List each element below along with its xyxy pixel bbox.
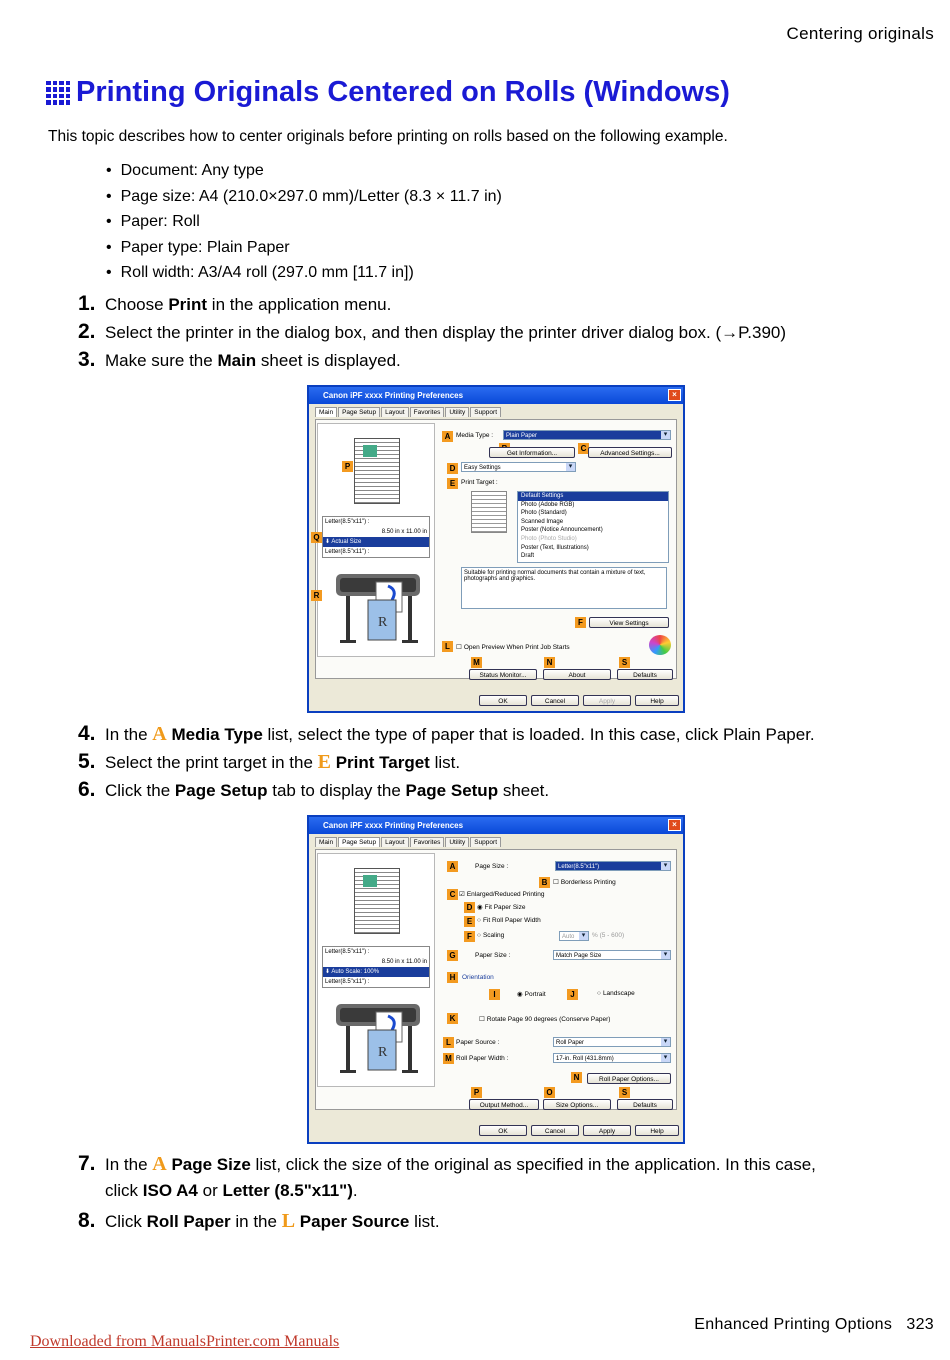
callout-q: Q <box>311 532 322 543</box>
tab-utility[interactable]: Utility <box>445 407 469 417</box>
step-text: list. <box>409 1212 440 1231</box>
callout-g: G <box>447 950 458 961</box>
page-title <box>46 76 730 109</box>
target-thumbnail <box>471 491 507 533</box>
list-item[interactable]: Draft <box>521 553 535 560</box>
paper-size-select[interactable]: Match Page Size ▾ <box>553 950 671 960</box>
callout-o: O <box>544 1087 555 1098</box>
callout-d: D <box>464 902 475 913</box>
roll-paper-options-button[interactable]: Roll Paper Options... <box>587 1073 671 1084</box>
callout-c: C <box>447 889 458 900</box>
ok-button[interactable]: OK <box>479 1125 527 1136</box>
paper-source-label: Paper Source : <box>456 1039 500 1046</box>
running-header: Centering originals <box>786 24 934 43</box>
defaults-button[interactable]: Defaults <box>617 1099 673 1110</box>
step-text: Click <box>105 1212 147 1231</box>
step-1 <box>78 292 391 316</box>
step-text: or <box>197 1181 223 1200</box>
list-item: Photo (Photo Studio) <box>521 535 577 542</box>
step-bold: Page Setup <box>174 781 268 800</box>
dialog-title: Canon iPF xxxx Printing Preferences <box>323 821 464 830</box>
portrait-radio[interactable]: ◉ Portrait <box>517 990 546 998</box>
callout-a: A <box>447 861 458 872</box>
preview-pane <box>317 423 435 657</box>
list-item: • Roll width: A3/A4 roll (297.0 mm [11.7 in]) <box>106 260 502 286</box>
tab-main[interactable]: Main <box>315 407 337 417</box>
example-list <box>106 158 502 286</box>
callout-i: I <box>489 989 500 1000</box>
step-bold: Page Setup <box>405 781 499 800</box>
step-bold: ISO A4 <box>142 1181 198 1200</box>
step-bold: Paper Source <box>299 1212 410 1231</box>
close-icon[interactable]: × <box>668 389 681 401</box>
callout-e: E <box>447 478 458 489</box>
callout-r: R <box>311 590 322 601</box>
step-text: in the application menu. <box>207 295 392 314</box>
tab-support[interactable]: Support <box>470 407 501 417</box>
ok-button[interactable]: OK <box>479 695 527 706</box>
dialog-title-bar <box>309 817 683 834</box>
size-row: Letter(8.5"x11") : <box>325 549 370 555</box>
tab-support[interactable]: Support <box>470 837 501 847</box>
tab-page-setup[interactable]: Page Setup <box>338 837 380 847</box>
step-7-continuation <box>105 1181 358 1201</box>
callout-f: F <box>575 617 586 628</box>
step-3 <box>78 348 401 372</box>
arrow-down-icon: ⬇ <box>325 539 332 545</box>
landscape-radio[interactable]: ○ Landscape <box>597 990 635 997</box>
dialog-title: Canon iPF xxxx Printing Preferences <box>323 391 464 400</box>
list-item: • Paper type: Plain Paper <box>106 235 502 261</box>
size-options-button[interactable]: Size Options... <box>543 1099 611 1110</box>
size-row-selected <box>323 537 429 547</box>
page-size-select[interactable]: Letter(8.5"x11") ▾ <box>555 861 671 871</box>
callout-letter: A <box>152 723 167 745</box>
page-size-label: Page Size : <box>475 863 509 870</box>
step-4 <box>78 722 815 746</box>
callout-l: L <box>443 1037 454 1048</box>
orientation-group: Orientation <box>462 974 494 981</box>
step-text: Make sure the <box>105 351 218 370</box>
apply-button: Apply <box>583 695 631 706</box>
help-button[interactable]: Help <box>635 1125 679 1136</box>
easy-settings-select[interactable]: Easy Settings ▾ <box>461 462 576 472</box>
arrow-down-icon: ⬇ <box>325 969 332 975</box>
get-information-button[interactable]: Get Information... <box>489 447 575 458</box>
tab-main[interactable]: Main <box>315 837 337 847</box>
rotate-page-checkbox[interactable]: ☐ Rotate Page 90 degrees (Conserve Paper) <box>479 1015 610 1023</box>
fit-roll-width-radio[interactable]: ○ Fit Roll Paper Width <box>477 917 541 924</box>
view-settings-button[interactable]: View Settings <box>589 617 669 628</box>
step-number: 6. <box>78 778 96 801</box>
preview-pane <box>317 853 435 1087</box>
list-item[interactable]: Default Settings <box>518 492 668 501</box>
list-item[interactable]: Poster (Notice Announcement) <box>521 527 603 534</box>
step-8 <box>78 1209 440 1233</box>
scaling-radio[interactable]: ○ Scaling <box>477 932 504 939</box>
tab-favorites[interactable]: Favorites <box>410 837 445 847</box>
step-number: 2. <box>78 320 96 343</box>
step-number: 1. <box>78 292 96 315</box>
step-number: 5. <box>78 750 96 773</box>
step-number: 4. <box>78 722 96 745</box>
cancel-button[interactable]: Cancel <box>531 1125 579 1136</box>
printer-image <box>328 564 428 646</box>
step-number: 8. <box>78 1209 96 1232</box>
size-info <box>322 946 430 988</box>
fit-paper-size-radio[interactable]: ◉ Fit Paper Size <box>477 903 526 911</box>
callout-h: H <box>447 972 458 983</box>
callout-letter: E <box>317 751 331 773</box>
step-bold: Letter (8.5"x11") <box>222 1181 353 1200</box>
step-text: In the <box>105 1155 153 1174</box>
step-text: Select the printer in the dialog box, and then display the printer driver dialog box. (→P.390) <box>105 323 787 342</box>
callout-letter: L <box>281 1210 296 1232</box>
size-row: 8.50 in x 11.00 in <box>381 959 427 965</box>
list-item[interactable]: Photo (Adobe RGB) <box>521 501 575 508</box>
scaling-range: % (5 - 600) <box>592 932 625 939</box>
step-text: sheet is displayed. <box>256 351 401 370</box>
open-preview-checkbox[interactable]: ☐ Open Preview When Print Job Starts <box>456 643 570 651</box>
print-target-list[interactable] <box>517 491 669 563</box>
callout-letter: A <box>152 1153 167 1175</box>
step-text: In the <box>105 725 153 744</box>
advanced-settings-button[interactable]: Advanced Settings... <box>588 447 672 458</box>
callout-c: C <box>578 443 589 454</box>
step-text: tab to display the <box>267 781 406 800</box>
svg-text:R: R <box>378 615 388 630</box>
defaults-button[interactable]: Defaults <box>617 669 673 680</box>
step-text: Click the <box>105 781 175 800</box>
callout-e: E <box>464 916 475 927</box>
tab-utility[interactable]: Utility <box>445 837 469 847</box>
color-wheel-icon[interactable] <box>649 635 671 655</box>
output-method-button[interactable]: Output Method... <box>469 1099 539 1110</box>
paper-source-select[interactable]: Roll Paper ▾ <box>553 1037 671 1047</box>
main-sheet-screenshot <box>307 385 685 713</box>
step-number: 7. <box>78 1152 96 1175</box>
svg-text:R: R <box>378 1045 388 1060</box>
step-bold: Page Size <box>171 1155 251 1174</box>
callout-a: A <box>442 431 453 442</box>
tab-layout[interactable]: Layout <box>381 407 409 417</box>
step-2 <box>78 320 786 344</box>
enlarged-reduced-checkbox[interactable]: ☑ Enlarged/Reduced Printing <box>459 890 545 898</box>
list-item: • Page size: A4 (210.0×297.0 mm)/Letter (8.3 × 11.7 in) <box>106 184 502 210</box>
callout-b: B <box>539 877 550 888</box>
paper-size-label: Paper Size : <box>475 952 511 959</box>
callout-p: P <box>342 461 353 472</box>
borderless-checkbox[interactable]: ☐ Borderless Printing <box>553 878 616 886</box>
step-bold: Print Target <box>335 753 430 772</box>
cancel-button[interactable]: Cancel <box>531 695 579 706</box>
step-text: . <box>352 1181 358 1200</box>
callout-d: D <box>447 463 458 474</box>
size-row-selected <box>323 967 429 977</box>
size-row-text: Actual Size <box>331 539 362 545</box>
step-text: list, select the type of paper that is loaded. In this case, click Plain Paper. <box>262 725 815 744</box>
step-6 <box>78 778 549 802</box>
step-bold: Roll Paper <box>146 1212 231 1231</box>
callout-m: M <box>471 657 482 668</box>
size-info <box>322 516 430 558</box>
step-5 <box>78 750 460 774</box>
callout-f: F <box>464 931 475 942</box>
footer-section: Enhanced Printing Options <box>694 1316 893 1333</box>
callout-n: N <box>571 1072 582 1083</box>
size-row: Letter(8.5"x11") : <box>325 949 370 955</box>
step-text: list, click the size of the original as specified in the application. In this case, <box>250 1155 816 1174</box>
running-footer <box>694 1316 934 1334</box>
print-target-label: Print Target : <box>461 479 498 486</box>
list-item[interactable]: Photo (Standard) <box>521 510 567 517</box>
tab-page-setup[interactable]: Page Setup <box>338 407 380 417</box>
size-row: 8.50 in x 11.00 in <box>381 529 427 535</box>
page-preview <box>354 868 400 934</box>
callout-s: S <box>619 1087 630 1098</box>
list-item[interactable]: Scanned Image <box>521 518 564 525</box>
scaling-input: Auto ▾ <box>559 931 589 941</box>
step-number: 3. <box>78 348 96 371</box>
step-7 <box>78 1152 816 1176</box>
close-icon[interactable]: × <box>668 819 681 831</box>
list-item: • Document: Any type <box>106 158 502 184</box>
grid-icon <box>46 81 70 105</box>
step-text: Select the print target in the <box>105 753 318 772</box>
tab-favorites[interactable]: Favorites <box>410 407 445 417</box>
printer-image <box>328 994 428 1076</box>
step-bold: Main <box>217 351 257 370</box>
roll-width-select[interactable]: 17-in. Roll (431.8mm) ▾ <box>553 1053 671 1063</box>
dialog-title-bar <box>309 387 683 404</box>
page-preview <box>354 438 400 504</box>
media-type-label: Media Type : <box>456 432 494 439</box>
step-bold: Print <box>168 295 208 314</box>
step-text: Choose <box>105 295 169 314</box>
size-row-text: Auto Scale: 100% <box>331 969 380 975</box>
status-monitor-button[interactable]: Status Monitor... <box>469 669 537 680</box>
tab-layout[interactable]: Layout <box>381 837 409 847</box>
list-item[interactable]: Poster (Text, Illustrations) <box>521 544 589 551</box>
about-button[interactable]: About <box>543 669 611 680</box>
apply-button[interactable]: Apply <box>583 1125 631 1136</box>
callout-p: P <box>471 1087 482 1098</box>
list-item: • Paper: Roll <box>106 209 502 235</box>
callout-l: L <box>442 641 453 652</box>
roll-width-label: Roll Paper Width : <box>456 1055 509 1062</box>
callout-m: M <box>443 1053 454 1064</box>
size-row: Letter(8.5"x11") : <box>325 519 370 525</box>
step-text: click <box>105 1181 143 1200</box>
step-bold: Media Type <box>171 725 263 744</box>
step-text: in the <box>230 1212 282 1231</box>
tab-strip <box>315 837 501 847</box>
page-setup-sheet-screenshot <box>307 815 685 1144</box>
help-button[interactable]: Help <box>635 695 679 706</box>
step-text: list. <box>429 753 461 772</box>
download-link[interactable]: Downloaded from ManualsPrinter.com Manuals <box>30 1333 340 1350</box>
page-number: 323 <box>906 1316 934 1333</box>
callout-n: N <box>544 657 555 668</box>
callout-j: J <box>567 989 578 1000</box>
target-description: Suitable for printing normal documents that contain a mixture of text, photographs and graphics. <box>461 567 667 609</box>
size-row: Letter(8.5"x11") : <box>325 979 370 985</box>
intro-text: This topic describes how to center originals before printing on rolls based on the following example. <box>48 128 728 145</box>
callout-k: K <box>447 1013 458 1024</box>
tab-strip <box>315 407 501 417</box>
media-type-select[interactable]: Plain Paper ▾ <box>503 430 671 440</box>
step-text: sheet. <box>498 781 550 800</box>
callout-s: S <box>619 657 630 668</box>
page-title-text: Printing Originals Centered on Rolls (Windows) <box>76 76 730 108</box>
